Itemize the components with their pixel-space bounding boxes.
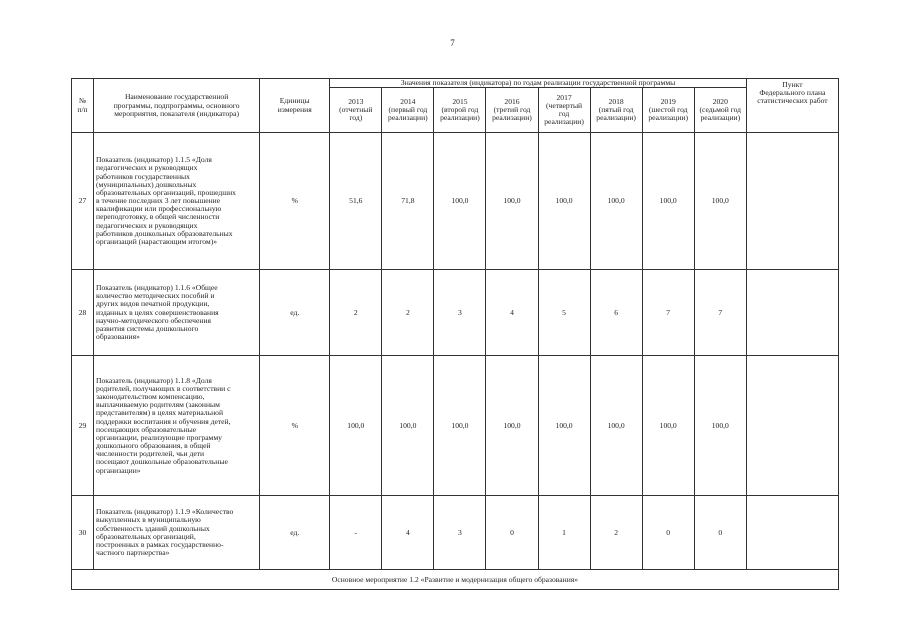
- value-cell: 51,6: [330, 133, 382, 270]
- federal-plan-cell: [746, 356, 838, 496]
- header-federal-plan: Пункт Федерального плана статистических работ: [746, 79, 838, 133]
- value-cell: 100,0: [694, 133, 746, 270]
- indicator-table: [71, 78, 839, 590]
- header-year: 2016 (третий год реализации): [486, 88, 538, 133]
- header-values-group: Значения показателя (индикатора) по годам реализации государственной программы: [330, 79, 747, 88]
- value-cell: 100,0: [330, 356, 382, 496]
- row-number: 30: [72, 496, 94, 570]
- header-year: 2015 (второй год реализации): [434, 88, 486, 133]
- unit-cell: ед.: [260, 496, 330, 570]
- value-cell: 100,0: [382, 356, 434, 496]
- federal-plan-cell: [746, 133, 838, 270]
- value-cell: 100,0: [434, 356, 486, 496]
- row-number: 27: [72, 133, 94, 270]
- header-year: 2017 (четвертый год реализации): [538, 88, 590, 133]
- value-cell: 2: [382, 270, 434, 356]
- table-row: [72, 270, 839, 356]
- header-name: Наименование государственной программы, подпрограммы, основного мероприятия, показателя (индикатора): [94, 79, 260, 133]
- value-cell: 0: [642, 496, 694, 570]
- value-cell: 2: [590, 496, 642, 570]
- header-year: 2019 (шестой год реализации): [642, 88, 694, 133]
- value-cell: 1: [538, 496, 590, 570]
- header-year: 2014 (первый год реализации): [382, 88, 434, 133]
- value-cell: 7: [694, 270, 746, 356]
- value-cell: 0: [486, 496, 538, 570]
- value-cell: 6: [590, 270, 642, 356]
- federal-plan-cell: [746, 496, 838, 570]
- value-cell: 100,0: [642, 133, 694, 270]
- federal-plan-cell: [746, 270, 838, 356]
- table-row: [72, 356, 839, 496]
- value-cell: -: [330, 496, 382, 570]
- header-num: № п/п: [72, 79, 94, 133]
- value-cell: 0: [694, 496, 746, 570]
- unit-cell: ед.: [260, 270, 330, 356]
- value-cell: 5: [538, 270, 590, 356]
- section-row: [72, 570, 839, 590]
- page-number: 7: [450, 38, 455, 48]
- value-cell: 100,0: [642, 356, 694, 496]
- value-cell: 7: [642, 270, 694, 356]
- header-year: 2020 (седьмой год реализации): [694, 88, 746, 133]
- main-activity-heading: Основное мероприятие 1.2 «Развитие и модернизация общего образования»: [72, 570, 839, 590]
- table-row: [72, 133, 839, 270]
- value-cell: 100,0: [590, 133, 642, 270]
- value-cell: 3: [434, 496, 486, 570]
- unit-cell: %: [260, 356, 330, 496]
- header-unit: Единицы измерения: [260, 79, 330, 133]
- value-cell: 2: [330, 270, 382, 356]
- value-cell: 4: [382, 496, 434, 570]
- indicator-name: Показатель (индикатор) 1.1.9 «Количество выкупленных в муниципальную собственность зданий дошкольных образовательных организаций, построенных в рамках государственно- частного партнерства»: [94, 496, 260, 570]
- value-cell: 4: [486, 270, 538, 356]
- value-cell: 71,8: [382, 133, 434, 270]
- value-cell: 100,0: [590, 356, 642, 496]
- indicator-name: Показатель (индикатор) 1.1.8 «Доля родителей, получающих в соответствии с законодательством компенсацию, выплачиваемую родителям (законным представителям) в целях материальной поддержки воспитания и обучения детей, посещающих образовательные организации, реализующие программу дошкольного образования, в общей численности родителей, чьи дети посещают дошкольные образовательные организации»: [94, 356, 260, 496]
- value-cell: 3: [434, 270, 486, 356]
- header-year: 2018 (пятый год реализации): [590, 88, 642, 133]
- value-cell: 100,0: [486, 133, 538, 270]
- value-cell: 100,0: [538, 356, 590, 496]
- value-cell: 100,0: [538, 133, 590, 270]
- value-cell: 100,0: [486, 356, 538, 496]
- table-row: [72, 496, 839, 570]
- indicator-name: Показатель (индикатор) 1.1.6 «Общее количество методических пособий и других видов печатной продукции, изданных в целях совершенствования научно-методического обеспечения развития системы дошкольного образования»: [94, 270, 260, 356]
- row-number: 29: [72, 356, 94, 496]
- value-cell: 100,0: [694, 356, 746, 496]
- header-year: 2013 (отчетный год): [330, 88, 382, 133]
- value-cell: 100,0: [434, 133, 486, 270]
- row-number: 28: [72, 270, 94, 356]
- indicator-name: Показатель (индикатор) 1.1.5 «Доля педагогических и руководящих работников государственных (муниципальных) дошкольных образовательных организаций, прошедших в течение последних 3 лет повышение квалификации или профессиональную переподготовку, в общей численности педагогических и руководящих работников дошкольных образовательных организаций (нарастающим итогом)»: [94, 133, 260, 270]
- unit-cell: %: [260, 133, 330, 270]
